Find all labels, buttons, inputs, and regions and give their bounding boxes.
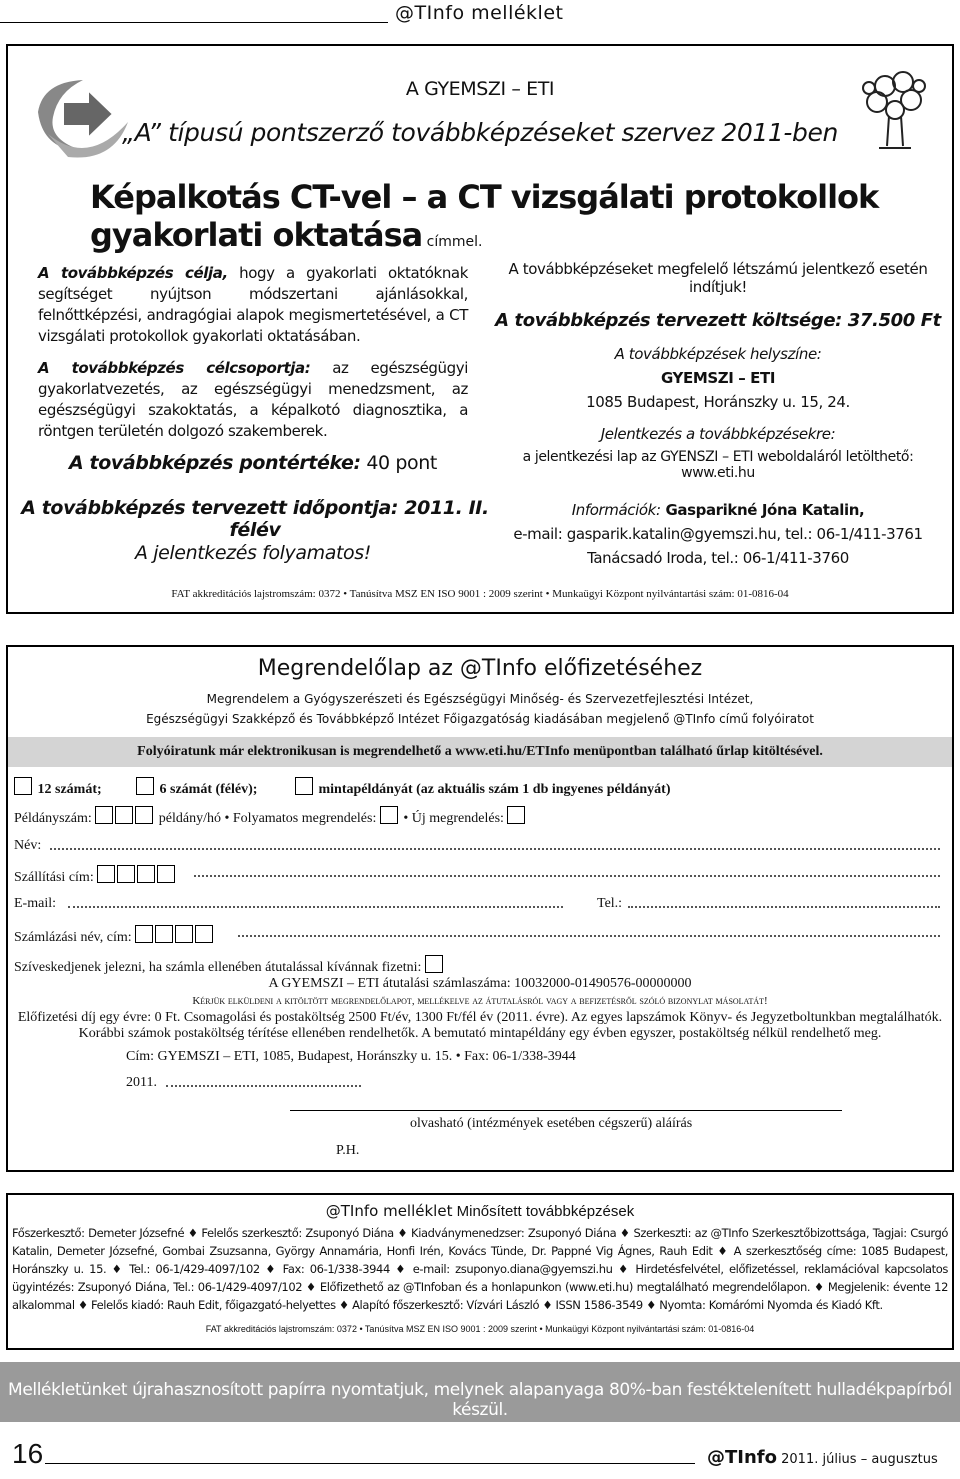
continuous-label: Folyamatos megrendelés: [232, 811, 377, 826]
bill-box-2[interactable] [155, 925, 173, 943]
bill-label: Számlázási név, cím: [14, 930, 132, 945]
opt-sample [295, 777, 670, 798]
info-name: Gasparikné Jóna Katalin, [660, 501, 865, 519]
account-line: A GYEMSZI – ETI átutalási számlaszáma: 10032000-01490576-00000000 [268, 976, 692, 991]
continuous-checkbox[interactable] [380, 806, 398, 824]
imprint-brand: @TInfo melléklet [325, 1202, 453, 1220]
goal-text: hogy a gyakorlati oktatóknak segítséget nyújtson módszertani ajánlásokkal, felnőttképzési, andragógiai alapok megismertetésével, a CT vizsgálati protokollok gyakorlati oktatásában. [38, 264, 469, 345]
email-line: e-mail: gasparik.katalin@gyemszi.hu, tel.: 06-1/411-3761 [513, 525, 923, 543]
copies-box-1[interactable] [95, 806, 113, 824]
tel-field[interactable] [628, 906, 940, 908]
venue-address: 1085 Budapest, Horánszky u. 15, 24. [586, 393, 850, 411]
header-title: @TInfo melléklet [395, 2, 564, 24]
bill-box-1[interactable] [135, 925, 153, 943]
ship-field[interactable] [194, 875, 940, 877]
invoice-question: Szíveskedjenek jelezni, ha számla ellenében átutalással kívánnak fizetni: [14, 960, 422, 975]
office-line: Tanácsadó Iroda, tel.: 06-1/411-3760 [587, 549, 849, 567]
copies-label: Példányszám: [14, 811, 92, 826]
target-label: A továbbképzés célcsoportja: [38, 359, 311, 377]
reg-label: Jelentkezés a továbbképzésekre: [600, 425, 836, 443]
copies-row: Példányszám: példány/hó • Folyamatos megrendelés: • Új megrendelés: [14, 806, 527, 827]
name-field[interactable] [50, 848, 940, 850]
publication-brand: @TInfo [707, 1447, 777, 1468]
footer-rule [45, 1463, 695, 1464]
header-rule [0, 22, 388, 23]
points-label: A továbbképzés pontértéke: [69, 452, 361, 474]
course-title [90, 178, 890, 254]
copies-box-2[interactable] [115, 806, 133, 824]
page-number: 16 [12, 1438, 44, 1469]
price-text: Előfizetési díj egy évre: 0 Ft. Csomagolási és postaköltség 2500 Ft/év, 1300 Ft/fél év (2011. évre). Az egyes lapszámok Könyv- és Jegyzetboltunkban megtalálhatók. Korábbi számok postaköltség térítése ellenében rendelhetők. A bemutató mintapéldány egy évben egyszer, postaköltség nélkül rendelhető meg. [17, 1010, 943, 1041]
info-label: Információk: [571, 501, 661, 519]
bill-field[interactable] [238, 935, 940, 937]
tel-label: Tel.: [597, 896, 623, 911]
recycle-text: Mellékletünket újrahasznosított papírra nyomtatjuk, melynek alapanyaga 80%-ban festéktelenített hulladékpapírból készül. [8, 1380, 952, 1420]
new-order-checkbox[interactable] [507, 806, 525, 824]
form-sub2: Egészségügyi Szakképző és Továbbképző Intézet Főigazgatóság kiadásában megjelenő @TInfo című folyóiratot [146, 712, 814, 726]
cost-line: A továbbképzés tervezett költsége: 37.500 Ft [495, 310, 941, 331]
date-label: 2011. [126, 1075, 157, 1090]
bill-box-4[interactable] [195, 925, 213, 943]
venue-name: GYEMSZI – ETI [660, 369, 776, 387]
publication-info [707, 1447, 938, 1468]
course-type-line: „A” típusú pontszerző továbbképzéseket szervez 2011-ben [122, 118, 838, 147]
opt-12-checkbox[interactable] [14, 777, 32, 795]
fat-line: FAT akkreditációs lajstromszám: 0372 • Tanúsítva MSZ EN ISO 9001 : 2009 szerint • Munkaügyi Központ nyilvántartási szám: 01-0816-04 [171, 588, 789, 600]
ship-box-2[interactable] [117, 865, 135, 883]
reg-text: a jelentkezési lap az GYENSZI – ETI weboldaláról letölthető: www.eti.hu [522, 449, 914, 481]
course-title-main: Képalkotás CT-vel – a CT vizsgálati protokollok gyakorlati oktatása [90, 178, 879, 254]
start-condition: A továbbképzéseket megfelelő létszámú jelentkező esetén indítjuk! [508, 260, 928, 296]
opt-6-checkbox[interactable] [136, 777, 154, 795]
invoice-row [14, 955, 445, 976]
date-field[interactable] [166, 1085, 361, 1087]
apply-line: A jelentkezés folyamatos! [135, 542, 371, 564]
ship-box-1[interactable] [97, 865, 115, 883]
copies-unit: példány/hó [158, 811, 221, 826]
points-line [38, 452, 468, 474]
opt-12 [14, 777, 102, 798]
form-sub1: Megrendelem a Gyógyszerészeti és Egészségügyi Minőség- és Szervezetfejlesztési Intézet, [206, 692, 754, 706]
date-line: A továbbképzés tervezett időpontja: 2011. II. félév [21, 497, 489, 541]
signature-label: olvasható (intézmények esetében cégszerű) aláírás [410, 1116, 693, 1131]
imprint-title [0, 1202, 960, 1220]
opt-6-label: 6 számát (félév); [159, 782, 258, 797]
bill-row [14, 925, 215, 946]
email-label: E-mail: [14, 896, 56, 911]
address-line: Cím: GYEMSZI – ETI, 1085, Budapest, Horánszky u. 15. • Fax: 06-1/338-3944 [126, 1049, 576, 1064]
ship-box-3[interactable] [137, 865, 155, 883]
publication-date: 2011. július – augusztus [777, 1452, 938, 1467]
target-text: az egészségügyi gyakorlatvezetés, az egészségügyi menedzsment, az egészségügyi szakoktatás, a képalkotó diagnosztika, a röntgen területén dolgozó szakemberek. [38, 359, 468, 440]
course-title-tail: címmel. [422, 234, 483, 250]
ship-box-4[interactable] [157, 865, 175, 883]
copies-box-3[interactable] [135, 806, 153, 824]
request-line: Kérjük elküldeni a kitöltött megrendelőlapot, mellékelve az átutalásról vagy a befizetésről szóló bizonylat másolatát! [192, 995, 768, 1007]
new-order-label: Új megrendelés: [411, 811, 504, 826]
imprint-fat: FAT akkreditációs lajstromszám: 0372 • Tanúsítva MSZ EN ISO 9001 : 2009 szerint • Munkaügyi Központ nyilvántartási szám: 01-0816-04 [205, 1324, 755, 1334]
ship-label: Szállítási cím: [14, 870, 94, 885]
form-banner-text: Folyóiratunk már elektronikusan is megrendelhető a www.eti.hu/ETInfo menüpontban található űrlap kitöltésével. [137, 744, 823, 759]
goal-label: A továbbképzés célja, [38, 264, 228, 282]
venue-label: A továbbképzések helyszíne: [614, 345, 822, 363]
opt-6 [136, 777, 257, 798]
opt-sample-checkbox[interactable] [295, 777, 313, 795]
email-field[interactable] [68, 906, 563, 908]
opt-12-label: 12 számát; [37, 782, 102, 797]
opt-sample-label: mintapéldányát (az aktuális szám 1 db ingyenes példányát) [318, 782, 671, 797]
invoice-checkbox[interactable] [425, 955, 443, 973]
organizer-line: A GYEMSZI – ETI [405, 78, 555, 100]
right-column [488, 260, 948, 567]
ship-row [14, 865, 177, 886]
name-label: Név: [14, 838, 42, 853]
bill-box-3[interactable] [175, 925, 193, 943]
points-value: 40 pont [360, 452, 437, 474]
target-paragraph [38, 358, 468, 442]
stamp-label: P.H. [336, 1143, 360, 1158]
signature-line[interactable] [290, 1110, 842, 1111]
imprint-title-rest: Minősített továbbképzések [452, 1203, 635, 1220]
form-title: Megrendelőlap az @TInfo előfizetéséhez [257, 656, 703, 681]
info-line [488, 501, 948, 519]
goal-paragraph [38, 263, 468, 347]
imprint-text: Főszerkesztő: Demeter Józsefné ♦ Felelős szerkesztő: Zsuponyó Diána ♦ Kiadványmenedzser: Zsuponyó Diána ♦ Szerkeszti: az @TInfo Szerkesztőbizottsága, Tagjai: Csurgó Katalin, Demeter Józsefné, Gombai Zsuzsanna, György Annamária, Honfi Irén, Kovács Tünde, Dr. Pappné Vig Ágnes, Rauh Edit ♦ A szerkesztőség címe: 1085 Budapest, Horánszky u. 15. ♦ Tel.: 06-1/429-4097/102 ♦ Fax: 06-1/338-3944 ♦ e-mail: zsuponyo.diana@gyemszi.hu ♦ Hirdetésfelvétel, előfizetéssel, reklamációval kapcsolatos ügyintézés: Zsuponyó Diána, Tel.: 06-1/429-4097/102 ♦ Előfizethető az @TInfoban és a honlapunkon (www.eti.hu) megtalálható megrendelőlapon. ♦ Megjelenik: évente 12 alkalommal ♦ Felelős kiadó: Rauh Edit, főigazgató-helyettes ♦ Alapító főszerkesztő: Vízvári László ♦ ISSN 1586-3549 ♦ Nyomta: Komárómi Nyomda és Kiadó Kft. [12, 1226, 948, 1312]
